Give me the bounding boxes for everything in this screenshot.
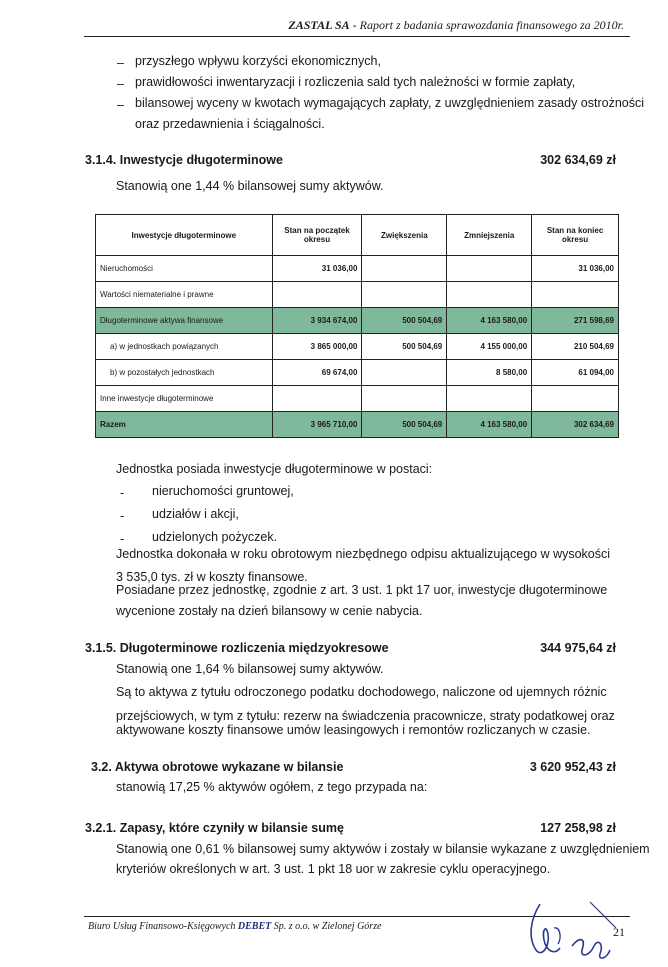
- cell-value: 500 504,69: [362, 334, 447, 360]
- paragraph-line: kryteriów określonych w art. 3 ust. 1 pkt 18 uor w zakresie cyklu operacyjnego.: [116, 862, 551, 876]
- table-header-cell: Stan na początek okresu: [272, 215, 362, 256]
- paragraph-line: stanowią 17,25 % aktywów ogółem, z tego przypada na:: [116, 780, 428, 794]
- cell-value: [362, 360, 447, 386]
- bullet-dash: -: [120, 509, 125, 523]
- cell-value: 61 094,00: [532, 360, 619, 386]
- cell-value: 31 036,00: [532, 256, 619, 282]
- page-header: [288, 18, 624, 33]
- table-header-cell: Inwestycje długoterminowe: [96, 215, 273, 256]
- bullet-text: udziałów i akcji,: [152, 507, 239, 521]
- footer-text: Biuro Usług Finansowo-Księgowych DEBET Sp. z o.o. w Zielonej Górze: [88, 921, 382, 932]
- cell-value: 210 504,69: [532, 334, 619, 360]
- table-row-highlighted: [96, 308, 619, 334]
- table-header-cell: Stan na koniec okresu: [532, 215, 619, 256]
- table-header-cell: Zwiększenia: [362, 215, 447, 256]
- footer-brand: DEBET: [237, 921, 272, 932]
- bullet-text: bilansowej wyceny w kwotach wymagających zapłaty, z uwzględnieniem zasady ostrożności: [135, 96, 645, 110]
- cell-value: 500 504,69: [362, 412, 447, 438]
- paragraph-intro: Jednostka posiada inwestycje długoterminowe w postaci:: [116, 462, 433, 476]
- bullet-dash: -: [120, 486, 125, 500]
- table-row-total: [96, 412, 619, 438]
- table-header-cell: Zmniejszenia: [447, 215, 532, 256]
- bullet-dash: –: [117, 56, 124, 70]
- cell-value: 69 674,00: [272, 360, 362, 386]
- cell-value: 3 934 674,00: [272, 308, 362, 334]
- bullet-text: udzielonych pożyczek.: [152, 530, 278, 544]
- row-label: Wartości niematerialne i prawne: [96, 282, 273, 308]
- section-heading-3-2: 3.2. Aktywa obrotowe wykazane w bilansie: [91, 760, 344, 774]
- bullet-text: prawidłowości inwentaryzacji i rozliczenia sald tych należności w formie zapłaty,: [135, 75, 576, 89]
- section-heading-3-2-1: 3.2.1. Zapasy, które czyniły w bilansie sumę: [85, 821, 344, 835]
- bullet-text: przyszłego wpływu korzyści ekonomicznych,: [135, 54, 381, 68]
- cell-value: [447, 386, 532, 412]
- cell-value: 271 598,69: [532, 308, 619, 334]
- header-title: - Raport z badania sprawozdania finansowego za 2010r.: [349, 18, 624, 32]
- section-amount-3-1-4: 302 634,69 zł: [540, 153, 616, 167]
- cell-value: [447, 282, 532, 308]
- paragraph-line: Posiadane przez jednostkę, zgodnie z art. 3 ust. 1 pkt 17 uor, inwestycje długoterminowe: [116, 583, 608, 597]
- section-heading-3-1-4: 3.1.4. Inwestycje długoterminowe: [85, 153, 283, 167]
- cell-value: 3 865 000,00: [272, 334, 362, 360]
- cell-value: 31 036,00: [272, 256, 362, 282]
- header-rule: [84, 36, 630, 37]
- section-amount-3-2-1: 127 258,98 zł: [540, 821, 616, 835]
- bullet-dash: -: [120, 532, 125, 546]
- page-number: 21: [613, 925, 625, 939]
- paragraph-line: wycenione zostały na dzień bilansowy w cenie nabycia.: [116, 604, 423, 618]
- table-row: [96, 386, 619, 412]
- cell-value: 500 504,69: [362, 308, 447, 334]
- row-label: Nieruchomości: [96, 256, 273, 282]
- cell-value: 8 580,00: [447, 360, 532, 386]
- cell-value: 4 163 580,00: [447, 412, 532, 438]
- cell-value: [447, 256, 532, 282]
- cell-value: [362, 282, 447, 308]
- table-row: [96, 360, 619, 386]
- table-row: [96, 256, 619, 282]
- cell-value: 302 634,69: [532, 412, 619, 438]
- paragraph-line: przejściowych, w tym z tytułu: rezerw na świadczenia pracownicze, straty podatkowej oraz: [116, 709, 615, 723]
- paragraph-line: Stanowią one 1,64 % bilansowej sumy aktywów.: [116, 662, 384, 676]
- row-label: a) w jednostkach powiązanych: [96, 334, 273, 360]
- cell-value: [362, 256, 447, 282]
- header-company: ZASTAL SA: [288, 18, 350, 32]
- section-amount-3-2: 3 620 952,43 zł: [529, 760, 616, 774]
- paragraph-line: 3 535,0 tys. zł w koszty finansowe.: [116, 570, 308, 584]
- investments-table: [95, 214, 619, 438]
- table-row: [96, 282, 619, 308]
- cell-value: [272, 386, 362, 412]
- paragraph-line: Stanowią one 0,61 % bilansowej sumy aktywów i zostały w bilansie wykazane z uwzględnieniem: [116, 842, 650, 856]
- section-share-3-1-4: Stanowią one 1,44 % bilansowej sumy aktywów.: [116, 179, 384, 193]
- table-header-row: [96, 215, 619, 256]
- row-label: b) w pozostałych jednostkach: [96, 360, 273, 386]
- bullet-text-cont: oraz przedawnienia i ściągalności.: [135, 117, 325, 131]
- section-amount-3-1-5: 344 975,64 zł: [540, 641, 616, 655]
- table-row: [96, 334, 619, 360]
- row-label: Długoterminowe aktywa finansowe: [96, 308, 273, 334]
- cell-value: [532, 386, 619, 412]
- cell-value: 4 155 000,00: [447, 334, 532, 360]
- paragraph-line: Są to aktywa z tytułu odroczonego podatku dochodowego, naliczone od ujemnych różnic: [116, 685, 607, 699]
- cell-value: [532, 282, 619, 308]
- bullet-text: nieruchomości gruntowej,: [152, 484, 294, 498]
- bullet-dash: –: [117, 98, 124, 112]
- paragraph-line: Jednostka dokonała w roku obrotowym niezbędnego odpisu aktualizującego w wysokości: [116, 547, 611, 561]
- row-label: Inne inwestycje długoterminowe: [96, 386, 273, 412]
- paragraph-line: aktywowane koszty finansowe umów leasingowych i remontów rozliczanych w czasie.: [116, 723, 591, 737]
- cell-value: 3 965 710,00: [272, 412, 362, 438]
- handwritten-signature: [520, 898, 620, 964]
- section-heading-3-1-5: 3.1.5. Długoterminowe rozliczenia międzyokresowe: [85, 641, 389, 655]
- bullet-dash: –: [117, 77, 124, 91]
- row-label: Razem: [96, 412, 273, 438]
- cell-value: 4 163 580,00: [447, 308, 532, 334]
- cell-value: [362, 386, 447, 412]
- cell-value: [272, 282, 362, 308]
